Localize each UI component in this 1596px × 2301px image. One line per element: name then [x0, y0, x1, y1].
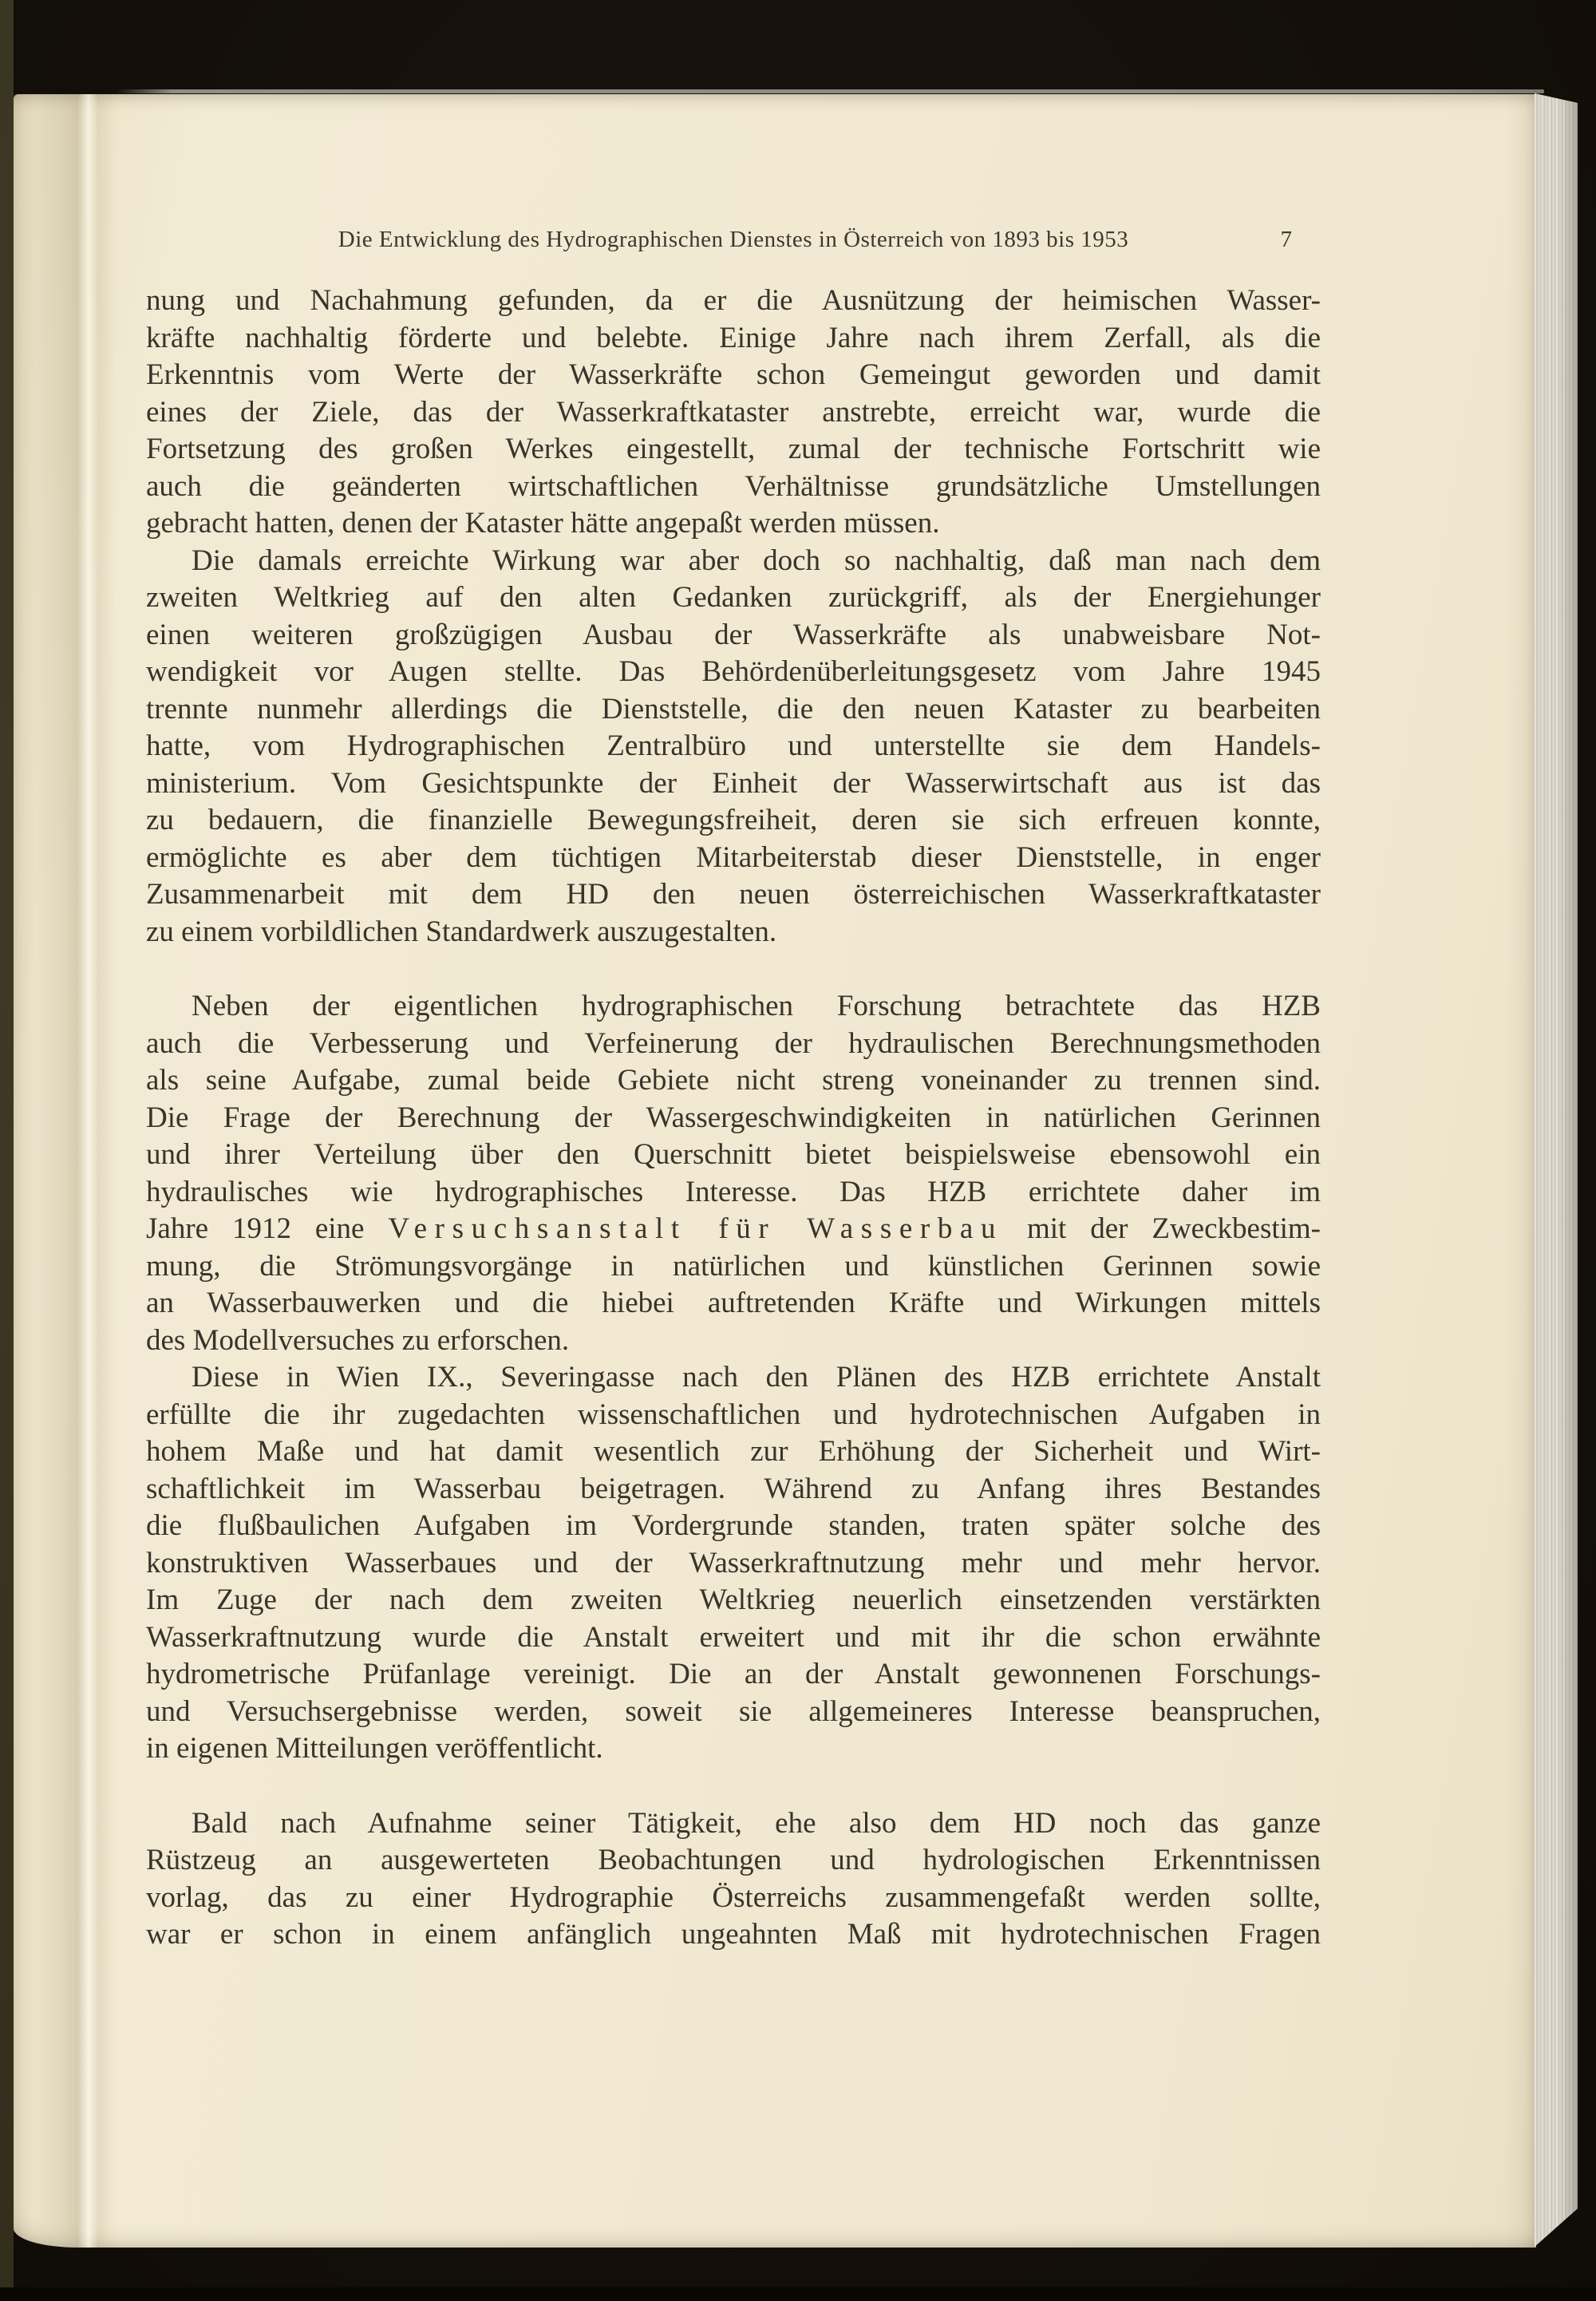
text-line: auch die Verbesserung und Verfeinerung der hydraulischen Berechnungsmethoden	[146, 1026, 1321, 1060]
text-line: ministerium. Vom Gesichtspunkte der Einheit der Wasserwirtschaft aus ist das	[146, 766, 1321, 800]
text-line: auch die geänderten wirtschaftlichen Verhältnisse grundsätzliche Umstellungen	[146, 469, 1321, 503]
text-line: Bald nach Aufnahme seiner Tätigkeit, ehe also dem HD noch das ganze	[192, 1806, 1321, 1840]
text-line: hydrometrische Prüfanlage vereinigt. Die an der Anstalt gewonnenen Forschungs-	[146, 1658, 1321, 1690]
text-line: einen weiteren großzügigen Ausbau der Wasserkräfte als unabweisbare Not-	[146, 618, 1321, 651]
text-line: Im Zuge der nach dem zweiten Weltkrieg neuerlich einsetzenden verstärkten	[146, 1583, 1321, 1616]
text-line: zweiten Weltkrieg auf den alten Gedanken zurückgriff, als der Energiehunger	[146, 581, 1321, 614]
text-line: Die Frage der Berechnung der Wassergeschwindigkeiten in natürlichen Gerinnen	[146, 1101, 1321, 1134]
page-number: 7	[1280, 227, 1292, 252]
text-line: wendigkeit vor Augen stellte. Das Behördenüberleitungsgesetz vom Jahre 1945	[146, 655, 1321, 688]
paragraph	[146, 1805, 1321, 1954]
text-line: konstruktiven Wasserbaues und der Wasserkraftnutzung mehr und mehr hervor.	[146, 1546, 1321, 1579]
text-line: mung, die Strömungsvorgänge in natürlichen und künstlichen Gerinnen sowie	[146, 1249, 1321, 1283]
text-line: Rüstzeug an ausgewerteten Beobachtungen und hydrologischen Erkenntnissen	[146, 1844, 1321, 1876]
paragraph	[146, 988, 1321, 1359]
text-line: hatte, vom Hydrographischen Zentralbüro und unterstellte sie dem Handels-	[146, 729, 1321, 762]
text-line: zu bedauern, die finanzielle Bewegungsfreiheit, deren sie sich erfreuen konnte,	[146, 804, 1321, 836]
text-line: Zusammenarbeit mit dem HD den neuen österreichischen Wasserkraftkataster	[146, 878, 1321, 911]
paragraph	[146, 283, 1321, 543]
text-line: Jahre 1912 eine Versuchsanstalt für Wasserbau mit der Zweckbestim-	[146, 1212, 1321, 1245]
text-line: Diese in Wien IX., Severingasse nach den Plänen des HZB errichtete Anstalt	[192, 1361, 1321, 1394]
text-line: die flußbaulichen Aufgaben im Vordergrunde standen, traten später solche des	[146, 1509, 1321, 1542]
text-line: war er schon in einem anfänglich ungeahnten Maß mit hydrotechnischen Fragen	[146, 1918, 1321, 1951]
text-line: an Wasserbauwerken und die hiebei auftretenden Kräfte und Wirkungen mittels	[146, 1287, 1321, 1319]
text-line: nung und Nachahmung gefunden, da er die Ausnützung der heimischen Wasser-	[146, 284, 1321, 317]
running-header-title: Die Entwicklung des Hydrographischen Dienstes in Österreich von 1893 bis 1953	[338, 227, 1129, 252]
running-header	[146, 226, 1321, 258]
text-line: hydraulisches wie hydrographisches Interesse. Das HZB errichtete daher im	[146, 1175, 1321, 1208]
text-line: Neben der eigentlichen hydrographischen Forschung betrachtete das HZB	[192, 990, 1321, 1022]
text-line: schaftlichkeit im Wasserbau beigetragen. Während zu Anfang ihres Bestandes	[146, 1472, 1321, 1505]
letterspaced-phrase: Versuchsanstalt für Wasserbau	[388, 1212, 1004, 1245]
page-fore-edge	[1535, 91, 1578, 2247]
scan-bottom-strip	[0, 2287, 1596, 2301]
text-line: vorlag, das zu einer Hydrographie Österreichs zusammengefaßt werden sollte,	[146, 1880, 1321, 1914]
text-line: Wasserkraftnutzung wurde die Anstalt erweitert und mit ihr die schon erwähnte	[146, 1620, 1321, 1654]
text-line: Erkenntnis vom Werte der Wasserkräfte schon Gemeingut geworden und damit	[146, 358, 1321, 391]
text-line: eines der Ziele, das der Wasserkraftkataster anstrebte, erreicht war, wurde die	[146, 395, 1321, 429]
text-line: hohem Maße und hat damit wesentlich zur Erhöhung der Sicherheit und Wirt-	[146, 1435, 1321, 1468]
text-line: und ihrer Verteilung über den Querschnitt bietet beispielsweise ebensowohl ein	[146, 1138, 1321, 1171]
text-line: des Modellversuches zu erforschen.	[146, 1323, 570, 1357]
text-line: Die damals erreichte Wirkung war aber doch so nachhaltig, daß man nach dem	[192, 544, 1321, 577]
text-line: erfüllte die ihr zugedachten wissenschaftlichen und hydrotechnischen Aufgaben in	[146, 1398, 1321, 1431]
text-line: und Versuchsergebnisse werden, soweit sie allgemeineres Interesse beanspruchen,	[146, 1694, 1321, 1728]
text-line: in eigenen Mitteilungen veröffentlicht.	[146, 1732, 603, 1765]
leaf-top-edge	[116, 89, 1544, 93]
text-line: zu einem vorbildlichen Standardwerk auszugestalten.	[146, 915, 777, 948]
text-line: gebracht hatten, denen der Kataster hätte angepaßt werden müssen.	[146, 507, 940, 540]
text-line: kräfte nachhaltig förderte und belebte. Einige Jahre nach ihrem Zerfall, als die	[146, 321, 1321, 354]
paragraph	[146, 1359, 1321, 1768]
text-line: als seine Aufgabe, zumal beide Gebiete nicht streng voneinander zu trennen sind.	[146, 1064, 1321, 1097]
text-line: ermöglichte es aber dem tüchtigen Mitarbeiterstab dieser Dienststelle, in enger	[146, 840, 1321, 874]
paragraph	[146, 543, 1321, 951]
text-line: Fortsetzung des großen Werkes eingestellt, zumal der technische Fortschritt wie	[146, 433, 1321, 465]
text-line: trennte nunmehr allerdings die Dienststelle, die den neuen Kataster zu bearbeiten	[146, 692, 1321, 725]
text-block	[146, 283, 1321, 1954]
book-spine-strip	[0, 0, 14, 2301]
